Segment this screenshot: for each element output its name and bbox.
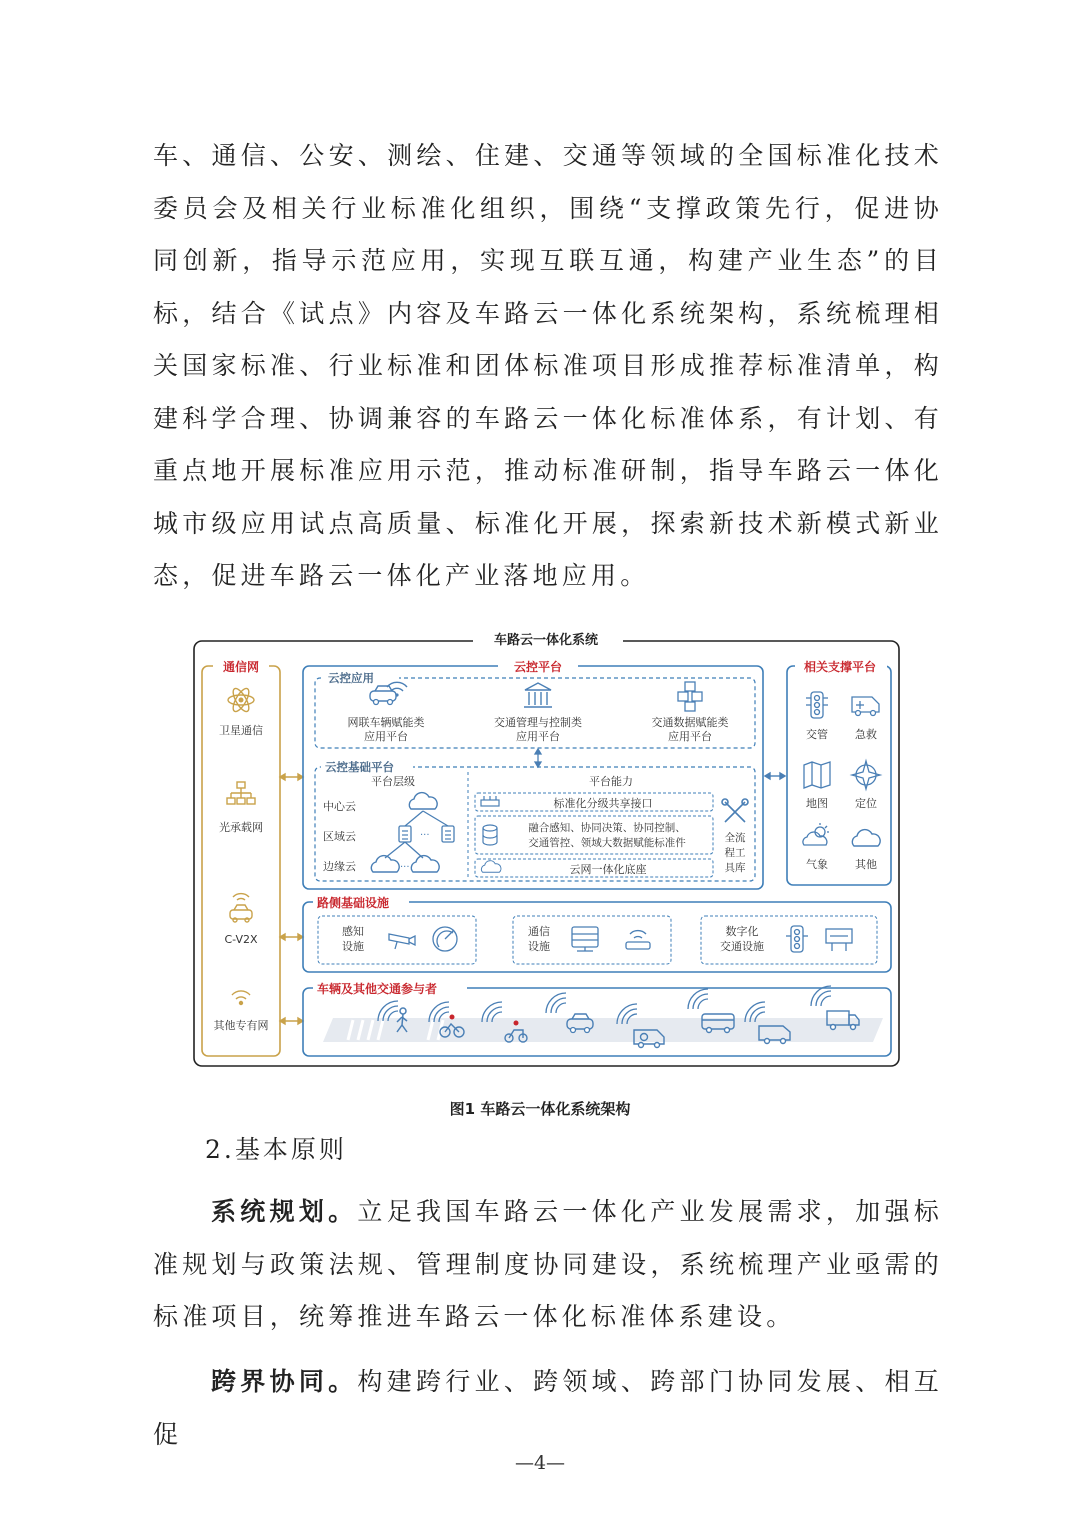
vehicles-title: 车辆及其他交通参与者 — [317, 982, 438, 996]
interface-label: 标准化分级共享接口 — [553, 797, 653, 810]
support-item-traffic: 交管 — [806, 728, 828, 741]
roadside-title: 路侧基础设施 — [317, 896, 390, 910]
support-item-map: 地图 — [806, 797, 828, 810]
system-architecture-figure — [193, 630, 900, 1068]
cloud-apps-title: 云控应用 — [328, 671, 374, 685]
support-item-weather: 气象 — [806, 858, 828, 871]
support-platform-title: 相关支撑平台 — [803, 660, 877, 674]
cloud-base-title: 云控基础平台 — [325, 760, 394, 774]
cloud-platform-title: 云控平台 — [513, 660, 563, 674]
principle-1-title: 系统规划。 — [211, 1197, 358, 1226]
principle-2 — [153, 1356, 943, 1461]
sensing-line2: 设施 — [342, 940, 364, 953]
comm-item-satellite: 卫星通信 — [219, 724, 263, 737]
figure-caption: 图1 车路云一体化系统架构 — [449, 1100, 631, 1118]
support-item-positioning: 定位 — [855, 797, 877, 810]
principle-1-text: 立足我国车路云一体化产业发展需求，加强标准规划与政策法规、管理制度协同建设，系统梳理产业亟需的标准项目，统筹推进车路云一体化标准体系建设。 — [153, 1197, 943, 1331]
svg-text:···: ··· — [400, 862, 410, 873]
tiers-title: 平台层级 — [371, 775, 415, 788]
section-heading: 2.基本原则 — [205, 1135, 347, 1164]
tier-edge: 边缘云 — [323, 860, 356, 873]
comm-network-title: 通信网 — [222, 660, 260, 674]
cloud-network-label: 云网一体化底座 — [569, 863, 647, 876]
fusion-line2: 交通管控、领域大数据赋能标准件 — [528, 837, 686, 849]
fusion-line1: 融合感知、协同决策、协同控制、 — [528, 822, 686, 834]
support-item-emergency: 急救 — [855, 728, 877, 741]
paragraph-intro: 车、通信、公安、测绘、住建、交通等领域的全国标准化技术委员会及相关行业标准化组织，围绕“支撑政策先行，促进协同创新，指导示范应用，实现互联互通，构建产业生态”的目标，结合《试点》内容及车路云一体化系统架构，系统梳理相关国家标准、行业标准和团体标准项目形成推荐标准清单，构建科学合理、协调兼容的车路云一体化标准体系，有计划、有重点地开展标准应用示范，推动标准研制，指导车路云一体化城市级应用试点高质量、标准化开展，探索新技术新模式新业态，促进车路云一体化产业落地应用。 — [153, 141, 943, 590]
toolchain-line1: 全流 — [724, 832, 746, 844]
principle-1 — [153, 1186, 943, 1344]
svg-text:···: ··· — [420, 830, 430, 841]
tier-center: 中心云 — [323, 800, 356, 813]
figure-title: 车路云一体化系统 — [493, 633, 599, 648]
cloud-app-2-line1: 交通管理与控制类 — [494, 716, 582, 729]
cloud-app-1-line1: 网联车辆赋能类 — [347, 716, 425, 729]
cloud-app-2-line2: 应用平台 — [516, 730, 560, 743]
tier-region: 区域云 — [323, 830, 356, 843]
page-number: —4— — [514, 1452, 566, 1474]
comm-facility-line2: 设施 — [528, 940, 550, 953]
principle-2-title: 跨界协同。 — [211, 1367, 358, 1396]
cloud-app-3-line2: 应用平台 — [668, 730, 712, 743]
comm-facility-line1: 通信 — [528, 925, 550, 938]
comm-item-optical: 光承载网 — [219, 821, 263, 834]
support-item-other: 其他 — [855, 858, 877, 871]
toolchain-line2: 程工 — [724, 847, 746, 859]
comm-item-cv2x: C-V2X — [224, 933, 258, 946]
comm-item-other: 其他专有网 — [213, 1019, 269, 1032]
digital-line2: 交通设施 — [720, 940, 764, 953]
cloud-app-1-line2: 应用平台 — [364, 730, 408, 743]
capabilities-title: 平台能力 — [589, 775, 633, 788]
digital-line1: 数字化 — [725, 925, 759, 938]
road-surface — [323, 1018, 883, 1042]
principle-2-text: 构建跨行业、跨领域、跨部门协同发展、相互促 — [153, 1367, 943, 1449]
sensing-line1: 感知 — [342, 925, 364, 938]
cloud-app-3-line1: 交通数据赋能类 — [651, 716, 729, 729]
toolchain-line3: 具库 — [724, 862, 746, 874]
